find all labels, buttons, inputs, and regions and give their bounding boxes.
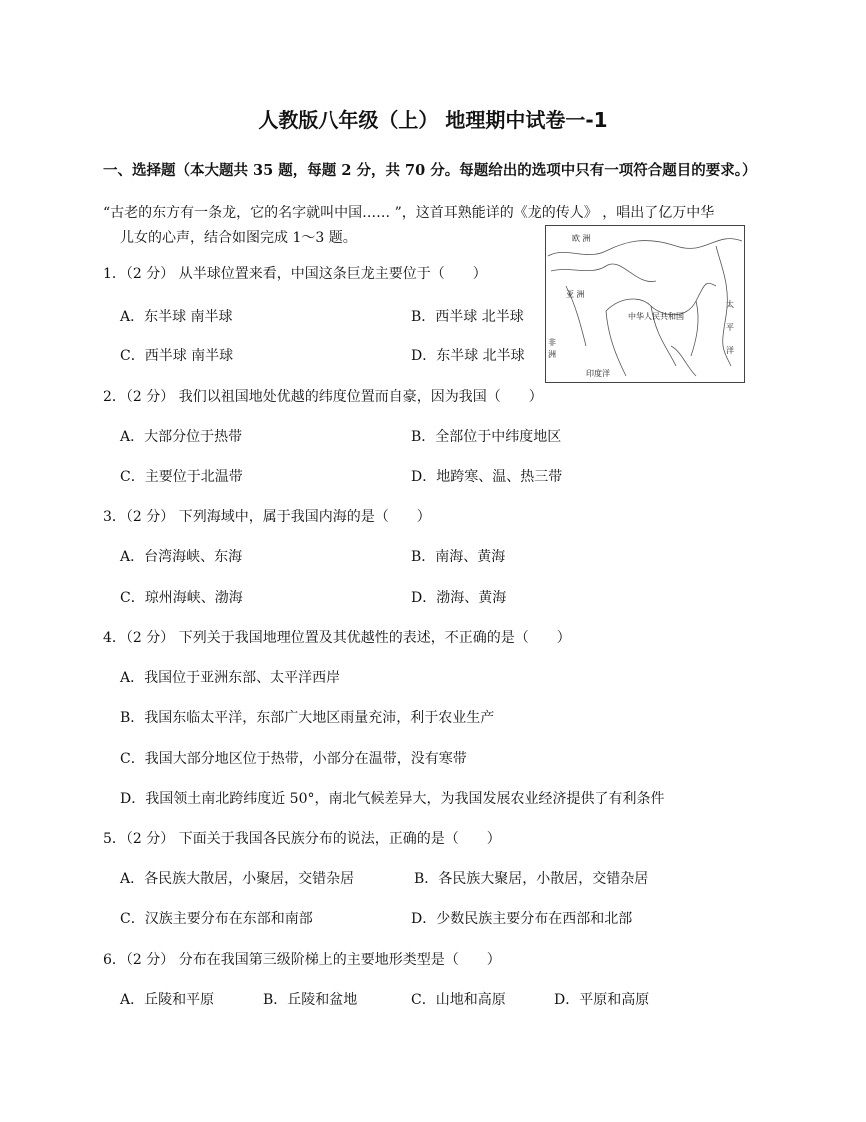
q4-option-c[interactable]: C．我国大部分地区位于热带，小部分在温带，没有寒带: [120, 751, 467, 767]
question-6-stem: 6．（2 分） 分布在我国第三级阶梯上的主要地形类型是（ ）: [103, 952, 501, 968]
intro-line-2: 儿女的心声，结合如图完成 1～3 题。: [120, 230, 357, 246]
map-label-pacific-3: 洋: [726, 346, 734, 355]
q3-option-b[interactable]: B．南海、黄海: [411, 549, 506, 565]
q1-option-c[interactable]: C．西半球 南半球: [120, 348, 234, 364]
map-label-indian-ocean: 印度洋: [586, 369, 610, 378]
q2-option-c[interactable]: C．主要位于北温带: [120, 469, 243, 485]
map-label-china: 中华人民共和国: [628, 312, 684, 321]
q6-option-b[interactable]: B．丘陵和盆地: [263, 992, 358, 1008]
q3-option-d[interactable]: D．渤海、黄海: [411, 590, 507, 606]
q2-option-b[interactable]: B．全部位于中纬度地区: [411, 429, 562, 445]
q1-option-d[interactable]: D．东半球 北半球: [411, 348, 525, 364]
question-5-stem: 5．（2 分） 下面关于我国各民族分布的说法，正确的是（ ）: [103, 831, 501, 847]
q1-option-b[interactable]: B．西半球 北半球: [411, 309, 524, 325]
map-label-europe: 欧 洲: [572, 234, 591, 243]
map-label-asia: 亚 洲: [566, 290, 585, 299]
map-label-africa-1: 非: [548, 338, 556, 347]
map-outline: [546, 226, 744, 382]
map-label-pacific-1: 太: [726, 300, 734, 309]
q5-option-c[interactable]: C．汉族主要分布在东部和南部: [120, 911, 313, 927]
q4-option-b[interactable]: B．我国东临太平洋，东部广大地区雨量充沛，利于农业生产: [120, 710, 495, 726]
q3-option-a[interactable]: A．台湾海峡、东海: [120, 549, 243, 565]
page-title: 人教版八年级（上） 地理期中试卷一-1: [258, 108, 608, 132]
q2-option-d[interactable]: D．地跨寒、温、热三带: [411, 469, 563, 485]
q3-option-c[interactable]: C．琼州海峡、渤海: [120, 590, 243, 606]
q6-option-d[interactable]: D．平原和高原: [554, 992, 650, 1008]
q5-option-a[interactable]: A．各民族大散居，小聚居，交错杂居: [120, 871, 355, 887]
q4-option-a[interactable]: A．我国位于亚洲东部、太平洋西岸: [120, 670, 341, 686]
q1-option-a[interactable]: A．东半球 南半球: [120, 309, 233, 325]
question-2-stem: 2．（2 分） 我们以祖国地处优越的纬度位置而自豪，因为我国（ ）: [103, 389, 543, 405]
question-4-stem: 4．（2 分） 下列关于我国地理位置及其优越性的表述，不正确的是（ ）: [103, 630, 571, 646]
q2-option-a[interactable]: A．大部分位于热带: [120, 429, 243, 445]
map-label-africa-2: 洲: [548, 350, 556, 359]
intro-line-1: “古老的东方有一条龙，它的名字就叫中国…… ”，这首耳熟能详的《龙的传人》 ，唱出了亿万中华: [103, 205, 715, 221]
q6-option-a[interactable]: A．丘陵和平原: [120, 992, 215, 1008]
question-3-stem: 3．（2 分） 下列海域中，属于我国内海的是（ ）: [103, 509, 431, 525]
question-1-stem: 1．（2 分） 从半球位置来看，中国这条巨龙主要位于（ ）: [103, 266, 487, 282]
q4-option-d[interactable]: D．我国领土南北跨纬度近 50°，南北气候差异大，为我国发展农业经济提供了有利条件: [120, 791, 665, 807]
map-label-pacific-2: 平: [726, 323, 734, 332]
asia-map-image: [545, 225, 745, 383]
q6-option-c[interactable]: C．山地和高原: [411, 992, 506, 1008]
section-heading: 一、选择题（本大题共 35 题，每题 2 分，共 70 分。每题给出的选项中只有一项符合题目的要求。）: [103, 162, 757, 179]
q5-option-d[interactable]: D．少数民族主要分布在西部和北部: [411, 911, 633, 927]
q5-option-b[interactable]: B．各民族大聚居，小散居，交错杂居: [414, 871, 649, 887]
